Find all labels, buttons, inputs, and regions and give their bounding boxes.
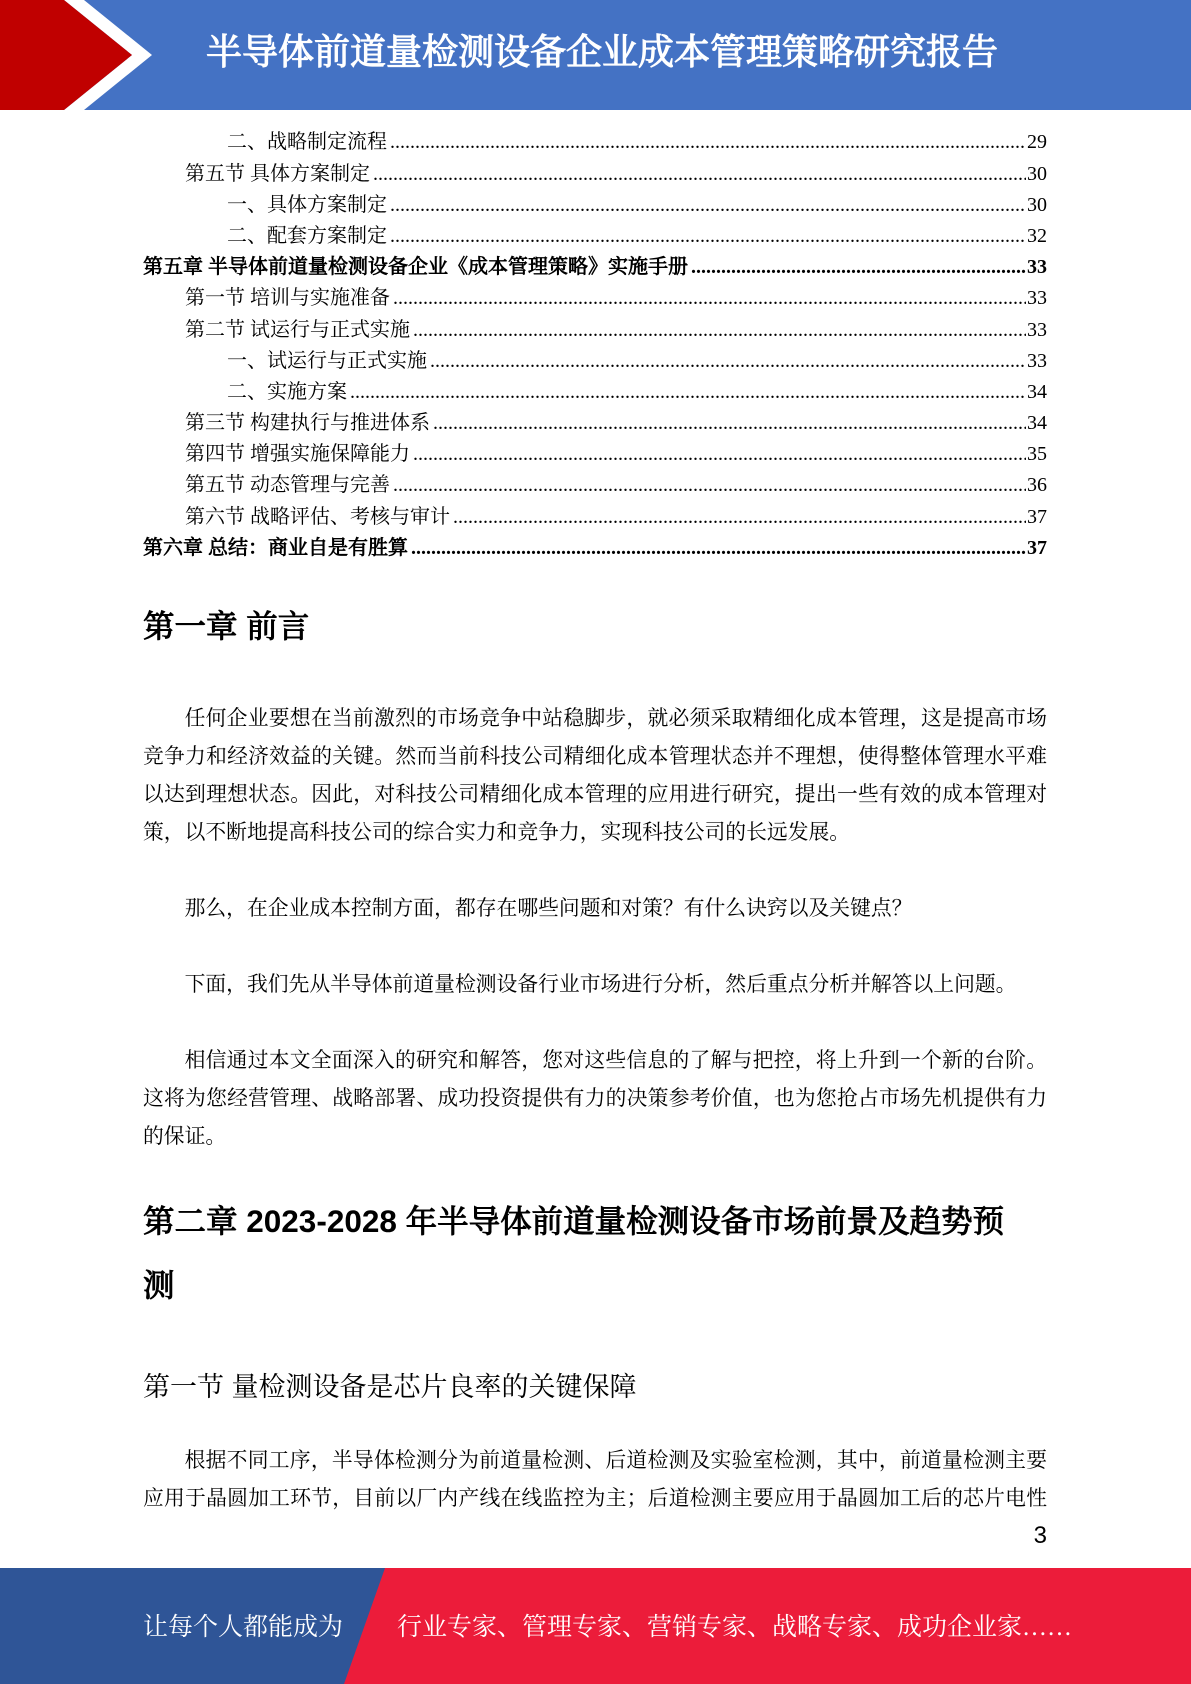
toc-entry-title: 第一节 培训与实施准备 — [185, 287, 390, 310]
toc-dot-leader — [393, 470, 1026, 501]
toc-page-number: 33 — [1027, 318, 1047, 341]
table-of-contents — [143, 127, 1047, 564]
section-body — [143, 1442, 1047, 1518]
toc-entry[interactable] — [143, 159, 1047, 190]
toc-entry-title: 二、配套方案制定 — [227, 224, 387, 247]
toc-page-number: 36 — [1027, 474, 1047, 497]
toc-page-number: 30 — [1027, 193, 1047, 216]
chapter-heading: 第一章 前言 — [143, 608, 310, 644]
toc-dot-leader — [390, 190, 1026, 221]
toc-entry-title: 第三节 构建执行与推进体系 — [185, 412, 430, 435]
toc-entry-title: 第二节 试运行与正式实施 — [185, 318, 410, 341]
paragraph-line: 任何企业要想在当前激烈的市场竞争中站稳脚步，就必须采取精细化成本管理，这是提高市场 — [184, 707, 1047, 730]
chapter-heading-line: 第二章 2023-2028 年半导体前道量检测设备市场前景及趋势预 — [143, 1203, 1005, 1239]
toc-entry[interactable] — [143, 408, 1047, 439]
toc-dot-leader — [430, 346, 1026, 377]
toc-dot-leader — [373, 159, 1026, 190]
toc-page-number: 33 — [1027, 349, 1047, 372]
paragraph-line: 竞争力和经济效益的关键。然而当前科技公司精细化成本管理状态并不理想，使得整体管理水平难 — [143, 745, 1047, 768]
paragraph — [143, 890, 1047, 928]
toc-page-number: 29 — [1027, 131, 1047, 154]
header-banner — [0, 0, 1191, 110]
toc-page-number: 33 — [1027, 256, 1047, 279]
toc-dot-leader — [691, 252, 1026, 283]
paragraph-line: 那么，在企业成本控制方面，都存在哪些问题和对策？有什么诀窍以及关键点？ — [184, 897, 913, 920]
document-title: 半导体前道量检测设备企业成本管理策略研究报告 — [206, 31, 999, 72]
toc-entry-title: 二、实施方案 — [227, 380, 347, 403]
toc-entry[interactable] — [143, 502, 1047, 533]
paragraph-line: 的保证。 — [143, 1125, 227, 1148]
section-heading: 第一节 量检测设备是芯片良率的关键保障 — [143, 1372, 637, 1402]
toc-entry[interactable] — [143, 283, 1047, 314]
toc-entry-title: 第五节 具体方案制定 — [185, 162, 370, 185]
page-number: 3 — [1033, 1522, 1047, 1549]
toc-entry-title: 一、具体方案制定 — [227, 193, 387, 216]
toc-entry-title: 二、战略制定流程 — [227, 131, 387, 154]
toc-entry-title: 一、试运行与正式实施 — [227, 349, 427, 372]
toc-page-number: 30 — [1027, 162, 1047, 185]
toc-entry-title: 第五章 半导体前道量检测设备企业《成本管理策略》实施手册 — [143, 256, 688, 279]
toc-dot-leader — [390, 221, 1026, 252]
toc-page-number: 35 — [1027, 443, 1047, 466]
toc-entry[interactable] — [143, 470, 1047, 501]
chapter-heading — [143, 1189, 1047, 1317]
paragraph — [143, 1042, 1047, 1156]
paragraph-line: 应用于晶圆加工环节，目前以厂内产线在线监控为主；后道检测主要应用于晶圆加工后的芯片电性 — [143, 1487, 1047, 1510]
toc-entry-title: 第六节 战略评估、考核与审计 — [185, 505, 450, 528]
paragraph — [143, 1442, 1047, 1518]
paragraph — [143, 966, 1047, 1004]
footer-slogan-roles: 行业专家、管理专家、营销专家、战略专家、成功企业家…… — [397, 1614, 1073, 1641]
toc-entry-title: 第四节 增强实施保障能力 — [185, 443, 410, 466]
toc-page-number: 34 — [1027, 380, 1047, 403]
toc-entry[interactable] — [143, 439, 1047, 470]
toc-entry[interactable] — [143, 315, 1047, 346]
toc-entry[interactable] — [143, 127, 1047, 158]
paragraph-line: 相信通过本文全面深入的研究和解答，您对这些信息的了解与把控，将上升到一个新的台阶。 — [184, 1049, 1047, 1072]
toc-dot-leader — [453, 502, 1026, 533]
paragraph-line: 策，以不断地提高科技公司的综合实力和竞争力，实现科技公司的长远发展。 — [143, 821, 851, 844]
paragraph-line: 下面，我们先从半导体前道量检测设备行业市场进行分析，然后重点分析并解答以上问题。 — [184, 973, 1017, 996]
toc-dot-leader — [411, 533, 1026, 564]
toc-dot-leader — [393, 283, 1026, 314]
toc-page-number: 37 — [1027, 505, 1047, 528]
toc-dot-leader — [390, 127, 1026, 158]
toc-page-number: 32 — [1027, 224, 1047, 247]
toc-dot-leader — [350, 377, 1026, 408]
toc-page-number: 37 — [1027, 536, 1047, 559]
toc-dot-leader — [413, 439, 1026, 470]
toc-dot-leader — [413, 315, 1026, 346]
toc-dot-leader — [433, 408, 1026, 439]
toc-entry[interactable] — [143, 221, 1047, 252]
toc-entry-title: 第五节 动态管理与完善 — [185, 474, 390, 497]
toc-entry[interactable] — [143, 533, 1047, 564]
chapter-body — [143, 700, 1047, 1156]
paragraph-line: 这将为您经营管理、战略部署、成功投资提供有力的决策参考价值，也为您抢占市场先机提供有力 — [143, 1087, 1047, 1110]
toc-entry[interactable] — [143, 190, 1047, 221]
paragraph-line: 以达到理想状态。因此，对科技公司精细化成本管理的应用进行研究，提出一些有效的成本管理对 — [143, 783, 1047, 806]
toc-entry[interactable] — [143, 346, 1047, 377]
toc-entry[interactable] — [143, 252, 1047, 283]
toc-page-number: 34 — [1027, 412, 1047, 435]
toc-entry-title: 第六章 总结：商业自是有胜算 — [143, 536, 408, 559]
toc-page-number: 33 — [1027, 287, 1047, 310]
footer-banner — [0, 1568, 1191, 1684]
paragraph-line: 根据不同工序，半导体检测分为前道量检测、后道检测及实验室检测，其中，前道量检测主要 — [184, 1449, 1047, 1472]
footer-slogan-lead: 让每个人都能成为 — [143, 1614, 344, 1641]
paragraph — [143, 700, 1047, 852]
toc-entry[interactable] — [143, 377, 1047, 408]
chapter-heading-line: 测 — [143, 1267, 175, 1303]
